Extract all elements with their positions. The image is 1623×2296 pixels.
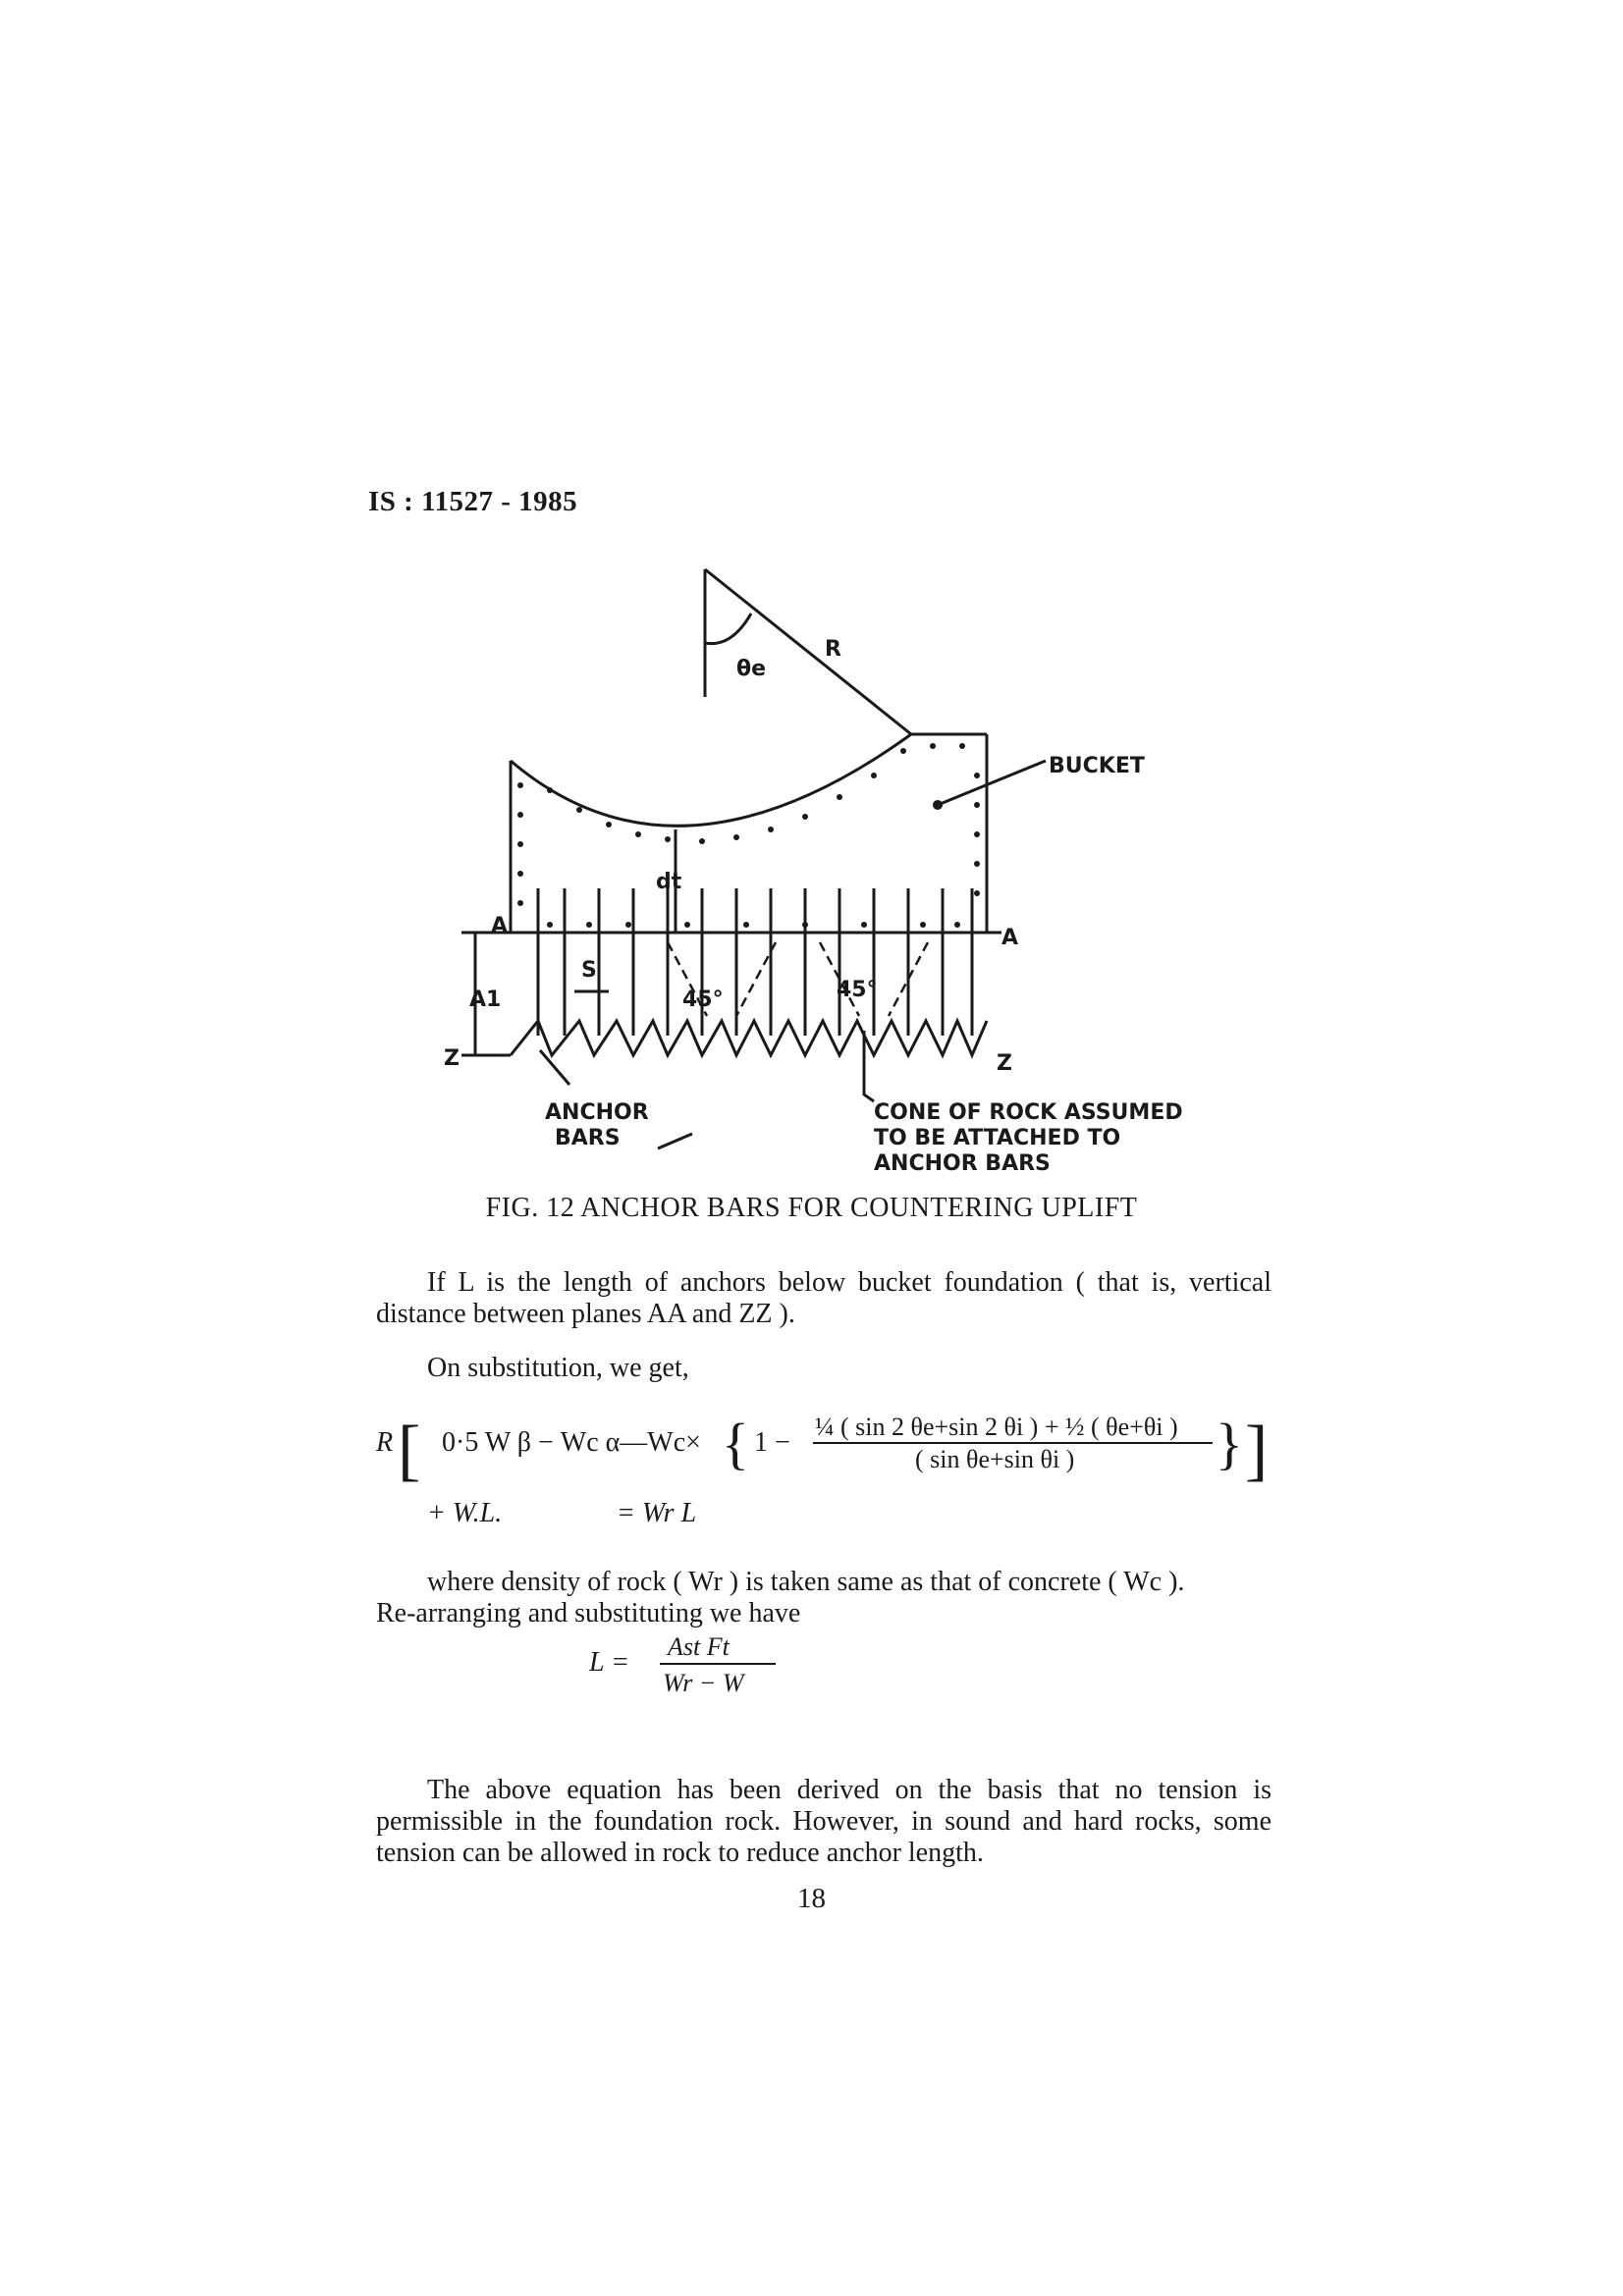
z-left-label: Z <box>444 1046 460 1071</box>
cone-label-line2: TO BE ATTACHED TO <box>874 1126 1121 1150</box>
anchor-bars <box>538 888 972 1036</box>
eq1-lead: R <box>376 1427 394 1458</box>
eq1-denominator: ( sin θe+sin θi ) <box>915 1445 1075 1473</box>
cone-leader <box>864 1031 874 1101</box>
a-left-label: A <box>491 914 509 938</box>
paragraph-definition: If L is the length of anchors below bucket foundation ( that is, vertical distance between planes AA and ZZ ). <box>376 1267 1271 1329</box>
a-right-label: A <box>1001 926 1019 950</box>
angle-left-label: 45° <box>682 988 724 1012</box>
angle-right-label: 45° <box>837 978 878 1002</box>
cone-label-line3: ANCHOR BARS <box>874 1151 1051 1176</box>
radius-line <box>705 569 911 734</box>
anchor-bars-leader <box>540 1050 569 1085</box>
dt-label: dt <box>656 870 682 894</box>
eq1-numerator: ¼ ( sin 2 θe+sin 2 θi ) + ½ ( θe+θi ) <box>815 1413 1178 1441</box>
eq1-line2-right: = Wr L <box>617 1498 697 1528</box>
standard-header: IS : 11527 - 1985 <box>368 486 578 517</box>
eq1-line2-left: + W.L. <box>427 1498 503 1528</box>
eq1-term1: 0·5 W β − Wc α—Wc× <box>442 1427 701 1458</box>
paragraph-density-line1: where density of rock ( Wr ) is taken same as that of concrete ( Wc ). <box>427 1567 1185 1597</box>
paragraph-density-line2: Re-arranging and substituting we have <box>376 1598 801 1629</box>
r-label: R <box>825 637 841 662</box>
bucket-label: BUCKET <box>1049 754 1145 778</box>
eq1-close-bracket: ] <box>1245 1413 1269 1488</box>
figure-caption: FIG. 12 ANCHOR BARS FOR COUNTERING UPLIFT <box>485 1193 1138 1223</box>
paragraph-tension-note: The above equation has been derived on the basis that no tension is permissible in the foundation rock. However, in sound and hard rocks, some tension can be allowed in rock to reduce anchor length. <box>376 1775 1271 1868</box>
eq2-numerator: Ast Ft <box>668 1632 730 1661</box>
eq1-close-brace: } <box>1216 1412 1243 1475</box>
s-label: S <box>581 958 597 983</box>
eq2-denominator: Wr − W <box>663 1669 744 1697</box>
eq1-open-bracket: [ <box>398 1413 421 1488</box>
anchor-bars-label-line1: ANCHOR <box>545 1100 649 1125</box>
eq1-open-brace: { <box>722 1412 749 1475</box>
rock-cone-zigzag <box>511 1021 987 1055</box>
cone-label-line1: CONE OF ROCK ASSUMED <box>874 1100 1183 1125</box>
z-right-label: Z <box>997 1051 1012 1076</box>
bucket-dotted-boundary <box>517 743 980 928</box>
paragraph-substitution: On substitution, we get, <box>427 1353 689 1383</box>
theta-arc <box>705 614 751 644</box>
page-number: 18 <box>797 1883 826 1914</box>
bucket-curve <box>511 734 911 826</box>
theta-e-label: θe <box>736 657 767 681</box>
anchor-bars-label-line2: BARS <box>555 1126 621 1150</box>
eq2-lhs: L = <box>589 1647 629 1678</box>
a1-label: A1 <box>469 988 502 1012</box>
bucket-leader <box>938 761 1046 805</box>
eq1-one-minus: 1 − <box>754 1427 790 1458</box>
anchor-bars-leader-2 <box>658 1134 692 1148</box>
